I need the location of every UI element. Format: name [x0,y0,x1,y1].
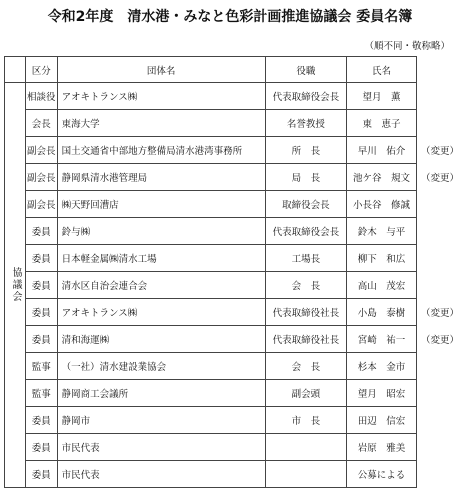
cell-remark [416,461,459,488]
cell-dantai: 清和海運㈱ [57,326,265,353]
cell-yaku: 代表取締役社長 [265,299,346,326]
cell-dantai: アオキトランス㈱ [57,299,265,326]
cell-dantai: 鈴与㈱ [57,218,265,245]
cell-remark [416,272,459,299]
cell-yaku: 取締役会長 [265,191,346,218]
table-row [5,380,460,407]
cell-dantai: 市民代表 [57,434,265,461]
cell-remark: （変更） [420,335,459,346]
table-row [5,164,460,191]
table-row [5,191,460,218]
cell-kubun: 副会長 [26,191,58,218]
cell-kubun: 相談役 [26,83,58,110]
cell-yaku: 会 長 [265,353,346,380]
cell-remark: （変更） [420,308,459,319]
cell-shimei: 柳下 和広 [347,245,417,272]
cell-remark [416,191,459,218]
cell-dantai: 日本軽金属㈱清水工場 [57,245,265,272]
cell-remark [416,245,459,272]
cell-dantai: 国土交通省中部地方整備局清水港湾事務所 [57,137,265,164]
cell-shimei: 小長谷 修誠 [347,191,417,218]
cell-shimei: 宮崎 祐一 [347,326,417,353]
cell-kubun: 委員 [26,326,58,353]
header-shimei: 氏名 [347,57,417,83]
table-row [5,434,460,461]
cell-yaku: 会 長 [265,272,346,299]
cell-dantai: （一社）清水建設業協会 [57,353,265,380]
cell-shimei: 田辺 信宏 [347,407,417,434]
cell-yaku: 代表取締役社長 [265,326,346,353]
table-row [5,245,460,272]
member-table [4,56,460,488]
cell-kubun: 委員 [26,272,58,299]
table-row [5,299,460,326]
cell-remark [416,83,459,110]
cell-remark: （変更） [420,146,459,157]
cell-shimei: 鈴木 与平 [347,218,417,245]
cell-kubun: 副会長 [26,164,58,191]
table-body [5,83,460,488]
document-title: 令和2年度 清水港・みなと色彩計画推進協議会 委員名簿 [47,9,413,25]
header-remark [416,57,459,83]
cell-remark [416,407,459,434]
cell-kubun: 委員 [26,218,58,245]
cell-shimei: 高山 茂宏 [347,272,417,299]
table-row [5,461,460,488]
cell-dantai: 東海大学 [57,110,265,137]
cell-shimei: 杉本 金市 [347,353,417,380]
cell-shimei: 小島 泰樹 [347,299,417,326]
table-row [5,326,460,353]
cell-shimei: 望月 薫 [347,83,417,110]
header-dantai: 団体名 [57,57,265,83]
cell-yaku [265,461,346,488]
cell-yaku: 代表取締役会長 [265,83,346,110]
cell-remark: （変更） [420,173,459,184]
table-row [5,110,460,137]
cell-kubun: 委員 [26,461,58,488]
cell-remark [416,434,459,461]
cell-shimei: 望月 昭宏 [347,380,417,407]
group-label: 協議会 [5,83,26,488]
cell-dantai: アオキトランス㈱ [57,83,265,110]
table-row [5,137,460,164]
cell-dantai: ㈱天野回漕店 [57,191,265,218]
cell-shimei: 公募による [347,461,417,488]
cell-kubun: 委員 [26,434,58,461]
order-note: （順不同・敬称略） [364,41,450,52]
cell-yaku: 名誉教授 [265,110,346,137]
table-row [5,407,460,434]
cell-remark [416,380,459,407]
cell-yaku: 所 長 [265,137,346,164]
cell-kubun: 委員 [26,407,58,434]
cell-remark [416,353,459,380]
cell-yaku: 市 長 [265,407,346,434]
cell-dantai: 市民代表 [57,461,265,488]
cell-kubun: 監事 [26,353,58,380]
cell-kubun: 委員 [26,299,58,326]
cell-yaku: 副会頭 [265,380,346,407]
cell-kubun: 監事 [26,380,58,407]
cell-shimei: 岩原 雅美 [347,434,417,461]
cell-kubun: 副会長 [26,137,58,164]
cell-yaku: 工場長 [265,245,346,272]
cell-dantai: 静岡市 [57,407,265,434]
cell-remark [416,218,459,245]
header-kubun: 区分 [26,57,58,83]
cell-shimei: 池ケ谷 規文 [347,164,417,191]
cell-dantai: 清水区自治会連合会 [57,272,265,299]
cell-yaku: 局 長 [265,164,346,191]
header-blank [5,57,26,83]
cell-kubun: 会長 [26,110,58,137]
table-row [5,353,460,380]
cell-shimei: 東 恵子 [347,110,417,137]
cell-shimei: 早川 佑介 [347,137,417,164]
cell-yaku [265,434,346,461]
table-row [5,218,460,245]
cell-remark [416,110,459,137]
cell-dantai: 静岡県清水港管理局 [57,164,265,191]
header-yaku: 役職 [265,57,346,83]
cell-yaku: 代表取締役会長 [265,218,346,245]
cell-kubun: 委員 [26,245,58,272]
table-header-row [5,57,460,83]
table-row [5,272,460,299]
cell-dantai: 静岡商工会議所 [57,380,265,407]
table-row [5,83,460,110]
